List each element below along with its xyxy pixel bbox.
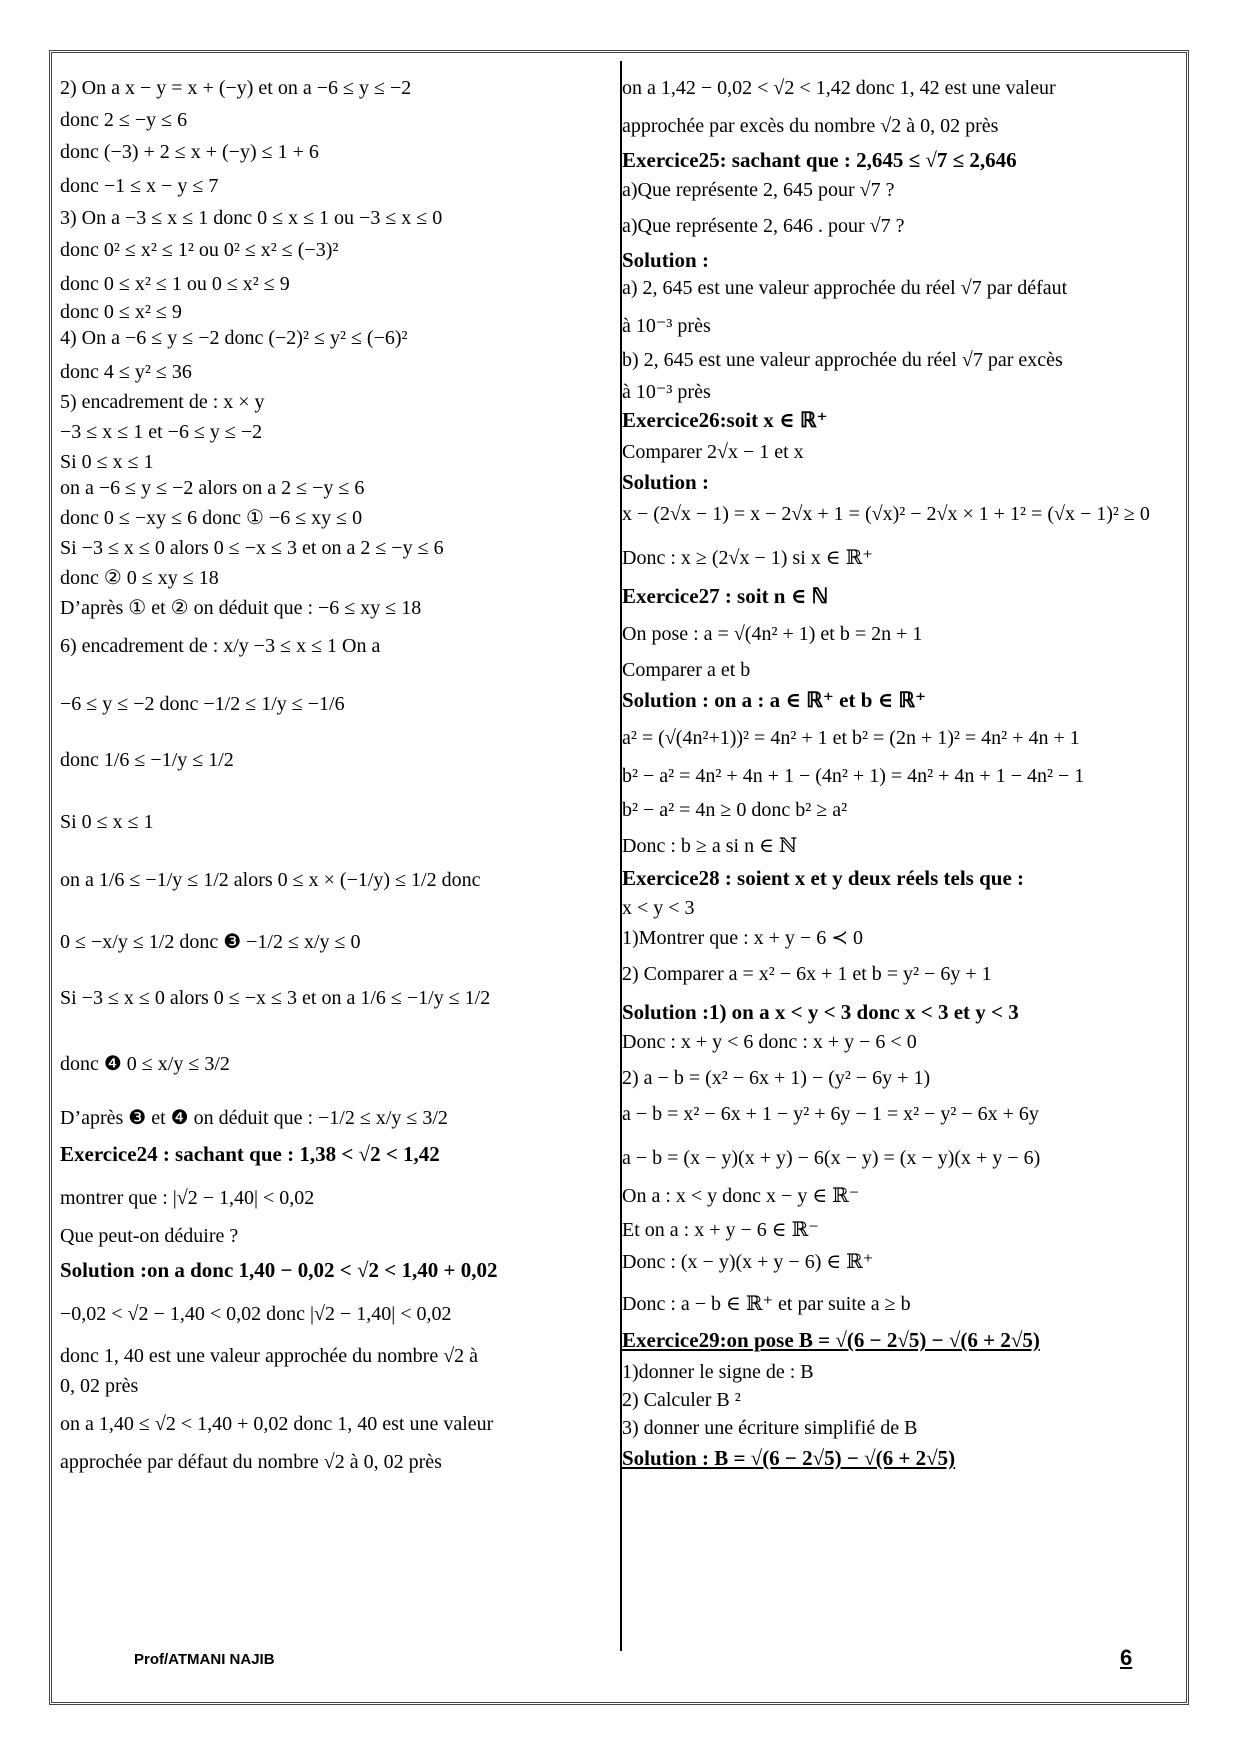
left-line: Si −3 ≤ x ≤ 0 alors 0 ≤ −x ≤ 3 et on a 2 ≤ −y ≤ 6 [60,537,444,559]
right-line: Solution : [622,470,709,494]
right-line: on a 1,42 − 0,02 < √2 < 1,42 donc 1, 42 est une valeur [622,77,1056,99]
right-line: approchée par excès du nombre √2 à 0, 02 près [622,115,999,137]
right-line: Exercice26:soit x ∈ ℝ⁺ [622,408,828,432]
right-line: a) 2, 645 est une valeur approchée du réel √7 par défaut [622,277,1068,299]
left-line: donc (−3) + 2 ≤ x + (−y) ≤ 1 + 6 [60,141,319,163]
right-line: Donc : x ≥ (2√x − 1) si x ∈ ℝ⁺ [622,547,873,569]
left-line: on a 1/6 ≤ −1/y ≤ 1/2 alors 0 ≤ x × (−1/y) ≤ 1/2 donc [60,869,481,891]
right-line: Solution :1) on a x < y < 3 donc x < 3 et y < 3 [622,1000,1019,1024]
right-line: 2) Comparer a = x² − 6x + 1 et b = y² − 6y + 1 [622,963,992,985]
right-line: On pose : a = √(4n² + 1) et b = 2n + 1 [622,623,923,645]
left-line: on a 1,40 ≤ √2 < 1,40 + 0,02 donc 1, 40 est une valeur [60,1413,494,1435]
page-number: 6 [1120,1645,1133,1670]
right-column [620,61,1180,1651]
left-line: 6) encadrement de : x/y −3 ≤ x ≤ 1 On a [60,635,381,657]
right-line: 1)Montrer que : x + y − 6 ≺ 0 [622,927,863,949]
left-line: on a −6 ≤ y ≤ −2 alors on a 2 ≤ −y ≤ 6 [60,477,365,499]
right-line: a² = (√(4n²+1))² = 4n² + 1 et b² = (2n + 1)² = 4n² + 4n + 1 [622,727,1080,749]
right-line: Exercice25: sachant que : 2,645 ≤ √7 ≤ 2,646 [622,148,1017,172]
left-line: donc 0 ≤ −xy ≤ 6 donc ① −6 ≤ xy ≤ 0 [60,507,363,529]
page-frame [49,50,1189,1705]
right-line: a − b = (x − y)(x + y) − 6(x − y) = (x − y)(x + y − 6) [622,1147,1041,1169]
right-line: x < y < 3 [622,897,695,919]
left-line: 0 ≤ −x/y ≤ 1/2 donc ❸ −1/2 ≤ x/y ≤ 0 [60,931,361,953]
left-line: D’après ❸ et ❹ on déduit que : −1/2 ≤ x/y ≤ 3/2 [60,1107,448,1129]
right-line: Exercice28 : soient x et y deux réels tels que : [622,866,1025,890]
left-line: Exercice24 : sachant que : 1,38 < √2 < 1,42 [60,1142,440,1166]
left-line: donc 0 ≤ x² ≤ 9 [60,301,182,323]
right-line: On a : x < y donc x − y ∈ ℝ⁻ [622,1185,860,1207]
left-line: −6 ≤ y ≤ −2 donc −1/2 ≤ 1/y ≤ −1/6 [60,693,345,715]
left-line: donc ② 0 ≤ xy ≤ 18 [60,567,219,589]
left-line: 2) On a x − y = x + (−y) et on a −6 ≤ y ≤ −2 [60,77,412,99]
right-line: a)Que représente 2, 646 . pour √7 ? [622,215,905,237]
right-line: Solution : B = √(6 − 2√5) − √(6 + 2√5) [622,1446,956,1470]
left-line: donc 2 ≤ −y ≤ 6 [60,109,188,131]
left-line: Si 0 ≤ x ≤ 1 [60,451,154,473]
right-line: Exercice29:on pose B = √(6 − 2√5) − √(6 + 2√5) [622,1328,1040,1352]
right-line: Et on a : x + y − 6 ∈ ℝ⁻ [622,1219,819,1241]
left-line: D’après ① et ② on déduit que : −6 ≤ xy ≤ 18 [60,597,422,619]
left-line: donc 1, 40 est une valeur approchée du nombre √2 à [60,1345,479,1367]
right-line: Exercice27 : soit n ∈ ℕ [622,584,829,608]
left-line: 5) encadrement de : x × y [60,391,265,413]
left-line: Que peut-on déduire ? [60,1225,239,1247]
right-line: b) 2, 645 est une valeur approchée du réel √7 par excès [622,349,1063,371]
right-line: Comparer a et b [622,659,751,681]
left-line: donc 0² ≤ x² ≤ 1² ou 0² ≤ x² ≤ (−3)² [60,239,339,261]
left-line: −0,02 < √2 − 1,40 < 0,02 donc |√2 − 1,40| < 0,02 [60,1303,452,1325]
right-line: Donc : b ≥ a si n ∈ ℕ [622,835,798,857]
left-line: Si 0 ≤ x ≤ 1 [60,811,154,833]
author-footer: Prof/ATMANI NAJIB [134,1651,275,1668]
left-line: montrer que : |√2 − 1,40| < 0,02 [60,1187,315,1209]
right-line: Comparer 2√x − 1 et x [622,441,804,463]
right-line: Solution : [622,248,709,272]
right-line: 3) donner une écriture simplifié de B [622,1417,918,1439]
left-line: Si −3 ≤ x ≤ 0 alors 0 ≤ −x ≤ 3 et on a 1/6 ≤ −1/y ≤ 1/2 [60,987,491,1009]
right-line: Donc : (x − y)(x + y − 6) ∈ ℝ⁺ [622,1251,874,1273]
right-line: Donc : a − b ∈ ℝ⁺ et par suite a ≥ b [622,1293,911,1315]
left-line: approchée par défaut du nombre √2 à 0, 02 près [60,1451,442,1473]
left-line: donc 4 ≤ y² ≤ 36 [60,361,192,383]
left-line: 3) On a −3 ≤ x ≤ 1 donc 0 ≤ x ≤ 1 ou −3 ≤ x ≤ 0 [60,207,443,229]
right-line: Solution : on a : a ∈ ℝ⁺ et b ∈ ℝ⁺ [622,688,927,712]
right-line: b² − a² = 4n² + 4n + 1 − (4n² + 1) = 4n² + 4n + 1 − 4n² − 1 [622,765,1085,787]
right-line: x − (2√x − 1) = x − 2√x + 1 = (√x)² − 2√x × 1 + 1² = (√x − 1)² ≥ 0 [622,503,1150,525]
left-line: donc 0 ≤ x² ≤ 1 ou 0 ≤ x² ≤ 9 [60,273,290,295]
left-line: 4) On a −6 ≤ y ≤ −2 donc (−2)² ≤ y² ≤ (−6)² [60,327,408,349]
left-line: −3 ≤ x ≤ 1 et −6 ≤ y ≤ −2 [60,421,263,443]
left-line: Solution :on a donc 1,40 − 0,02 < √2 < 1,40 + 0,02 [60,1258,498,1282]
right-line: a − b = x² − 6x + 1 − y² + 6y − 1 = x² − y² − 6x + 6y [622,1103,1039,1125]
right-line: b² − a² = 4n ≥ 0 donc b² ≥ a² [622,799,848,821]
right-line: a)Que représente 2, 645 pour √7 ? [622,179,895,201]
right-line: à 10⁻³ près [622,315,711,337]
left-line: donc 1/6 ≤ −1/y ≤ 1/2 [60,749,234,771]
right-line: à 10⁻³ près [622,381,711,403]
left-line: donc ❹ 0 ≤ x/y ≤ 3/2 [60,1053,230,1075]
right-line: 2) Calculer B ² [622,1389,741,1411]
right-line: Donc : x + y < 6 donc : x + y − 6 < 0 [622,1031,917,1053]
left-line: donc −1 ≤ x − y ≤ 7 [60,175,219,197]
left-line: 0, 02 près [60,1375,139,1397]
right-line: 1)donner le signe de : B [622,1361,814,1383]
right-line: 2) a − b = (x² − 6x + 1) − (y² − 6y + 1) [622,1067,931,1089]
